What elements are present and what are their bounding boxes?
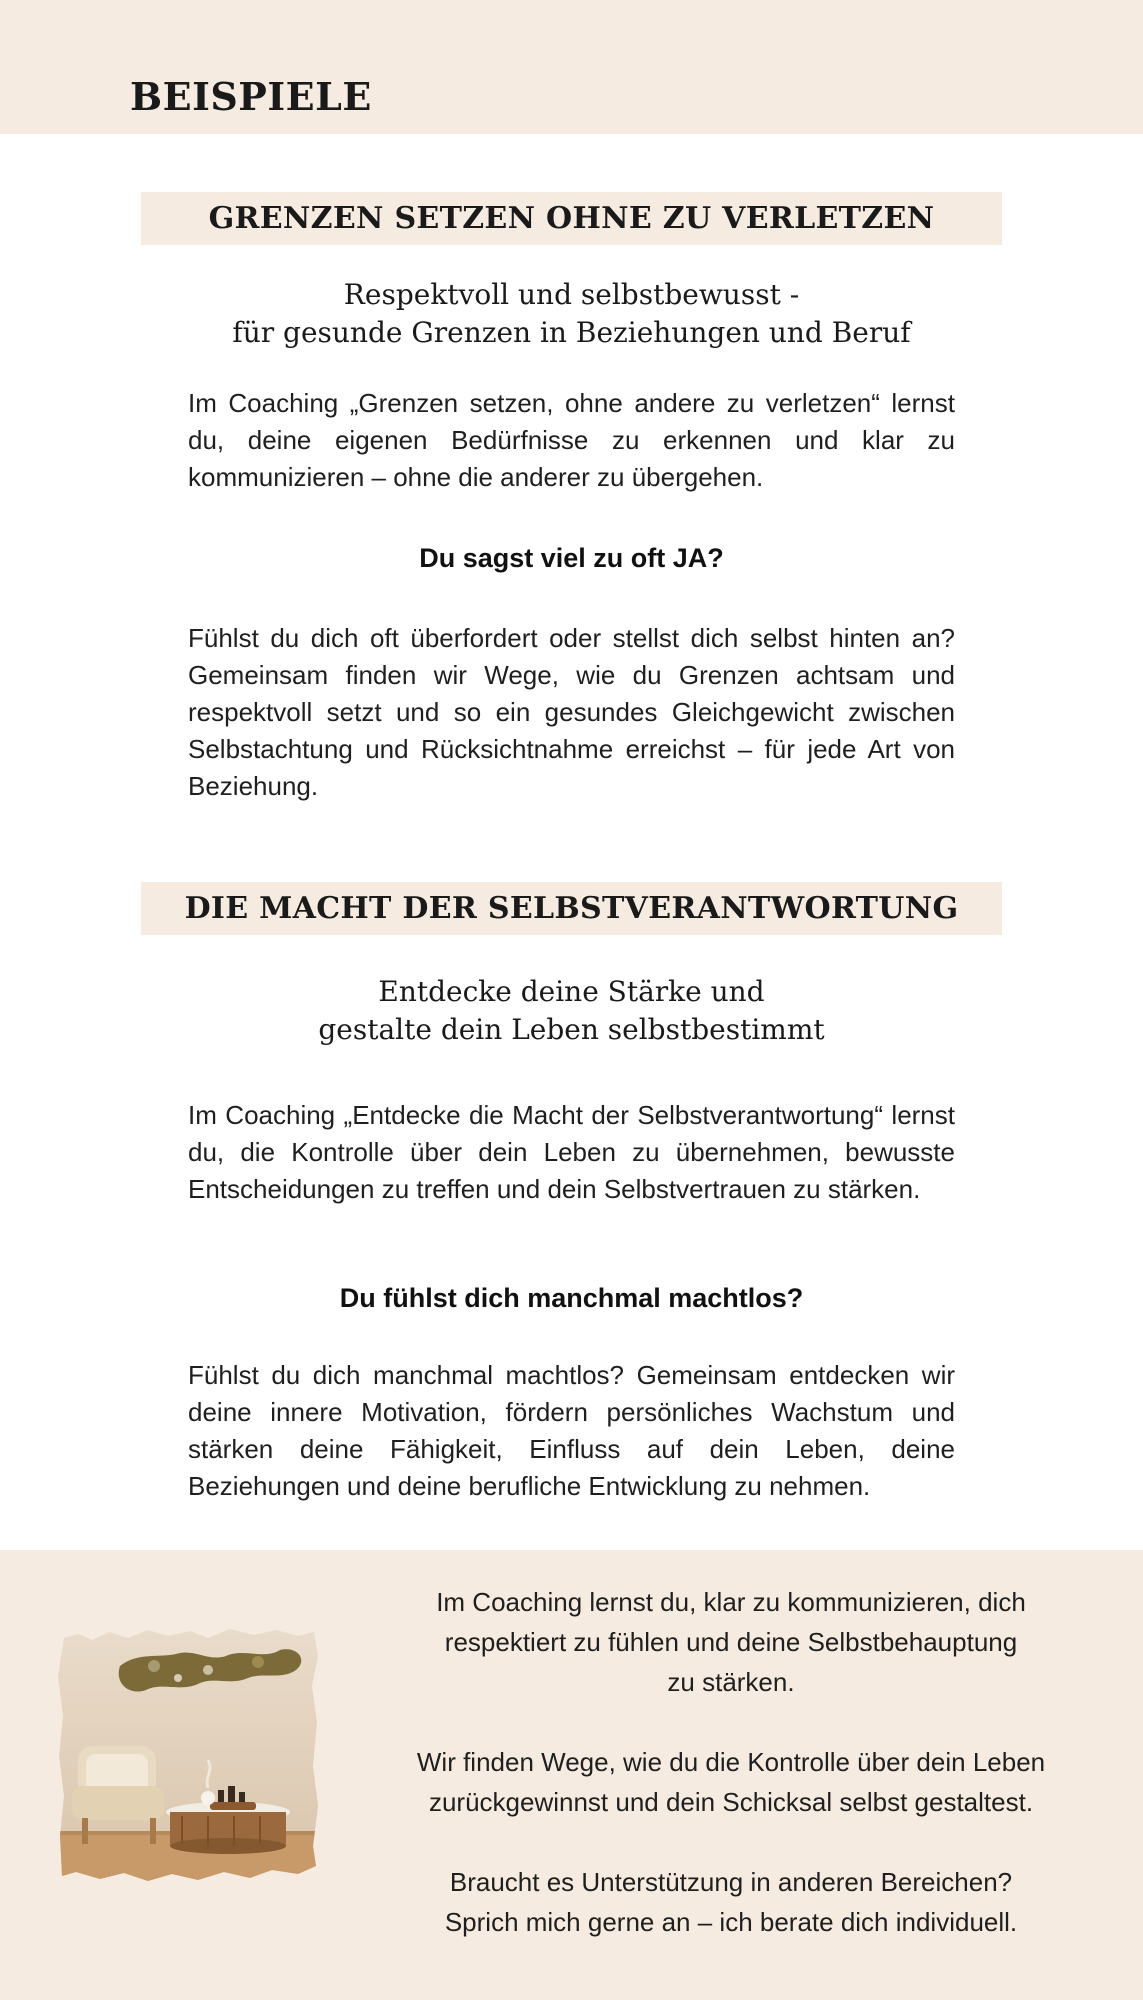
footer-line: respektiert zu fühlen und deine Selbstbehauptung bbox=[444, 1627, 1018, 1657]
section-title-responsibility: DIE MACHT DER SELBSTVERANTWORTUNG bbox=[184, 891, 959, 926]
footer-paragraph bbox=[370, 1862, 1092, 1942]
intro-paragraph-responsibility: Im Coaching „Entdecke die Macht der Selbstverantwortung“ lernst du, die Kontrolle über dein Leben zu übernehmen, bewusste Entscheidungen zu treffen und dein Selbstvertrauen zu stärken. bbox=[188, 1100, 955, 1204]
intro-paragraph-boundaries: Im Coaching „Grenzen setzen, ohne andere zu verletzen“ lernst du, deine eigenen Bedürfnisse zu erkennen und klar zu kommunizieren – ohne die anderer zu übergehen. bbox=[188, 388, 955, 492]
interior-photo bbox=[58, 1626, 320, 1884]
footer-line: Wir finden Wege, wie du die Kontrolle über dein Leben bbox=[416, 1747, 1046, 1777]
footer-line: zurückgewinnst und dein Schicksal selbst gestaltest. bbox=[428, 1787, 1034, 1817]
question-heading-responsibility: Du fühlst dich manchmal machtlos? bbox=[339, 1283, 804, 1313]
body-paragraph-boundaries: Fühlst du dich oft überfordert oder stellst dich selbst hinten an? Gemeinsam finden wir Wege, wie du Grenzen achtsam und respektvoll setzt und so ein gesundes Gleichgewicht zwischen Selbstachtung und Rücksichtnahme erreichst – für jede Art von Beziehung. bbox=[188, 623, 955, 801]
footer-line: Im Coaching lernst du, klar zu kommunizieren, dich bbox=[436, 1587, 1026, 1617]
section-title-bar-responsibility bbox=[141, 882, 1002, 935]
section-subtitle-boundaries bbox=[141, 276, 1002, 352]
footer-paragraph bbox=[370, 1582, 1092, 1702]
subtitle-line: für gesunde Grenzen in Beziehungen und Beruf bbox=[232, 316, 911, 349]
subtitle-line: gestalte dein Leben selbstbestimmt bbox=[318, 1013, 825, 1046]
page-title: BEISPIELE bbox=[130, 74, 372, 119]
subtitle-line: Respektvoll und selbstbewusst - bbox=[343, 278, 800, 311]
footer-line: zu stärken. bbox=[667, 1667, 795, 1697]
header-band bbox=[0, 0, 1143, 134]
question-heading-boundaries: Du sagst viel zu oft JA? bbox=[419, 543, 724, 573]
footer-band bbox=[0, 1550, 1143, 2000]
subtitle-line: Entdecke deine Stärke und bbox=[378, 975, 765, 1008]
footer-text bbox=[370, 1582, 1092, 1982]
section-title-bar-boundaries bbox=[141, 192, 1002, 245]
footer-line: Sprich mich gerne an – ich berate dich individuell. bbox=[444, 1907, 1018, 1937]
footer-paragraph bbox=[370, 1742, 1092, 1822]
section-title-boundaries: GRENZEN SETZEN OHNE ZU VERLETZEN bbox=[208, 201, 935, 236]
footer-line: Braucht es Unterstützung in anderen Bereichen? bbox=[449, 1867, 1013, 1897]
body-paragraph-responsibility: Fühlst du dich manchmal machtlos? Gemeinsam entdecken wir deine innere Motivation, fördern persönliches Wachstum und stärken deine Fähigkeit, Einfluss auf dein Leben, deine Beziehungen und deine berufliche Entwicklung zu nehmen. bbox=[188, 1360, 955, 1501]
section-subtitle-responsibility bbox=[141, 973, 1002, 1049]
